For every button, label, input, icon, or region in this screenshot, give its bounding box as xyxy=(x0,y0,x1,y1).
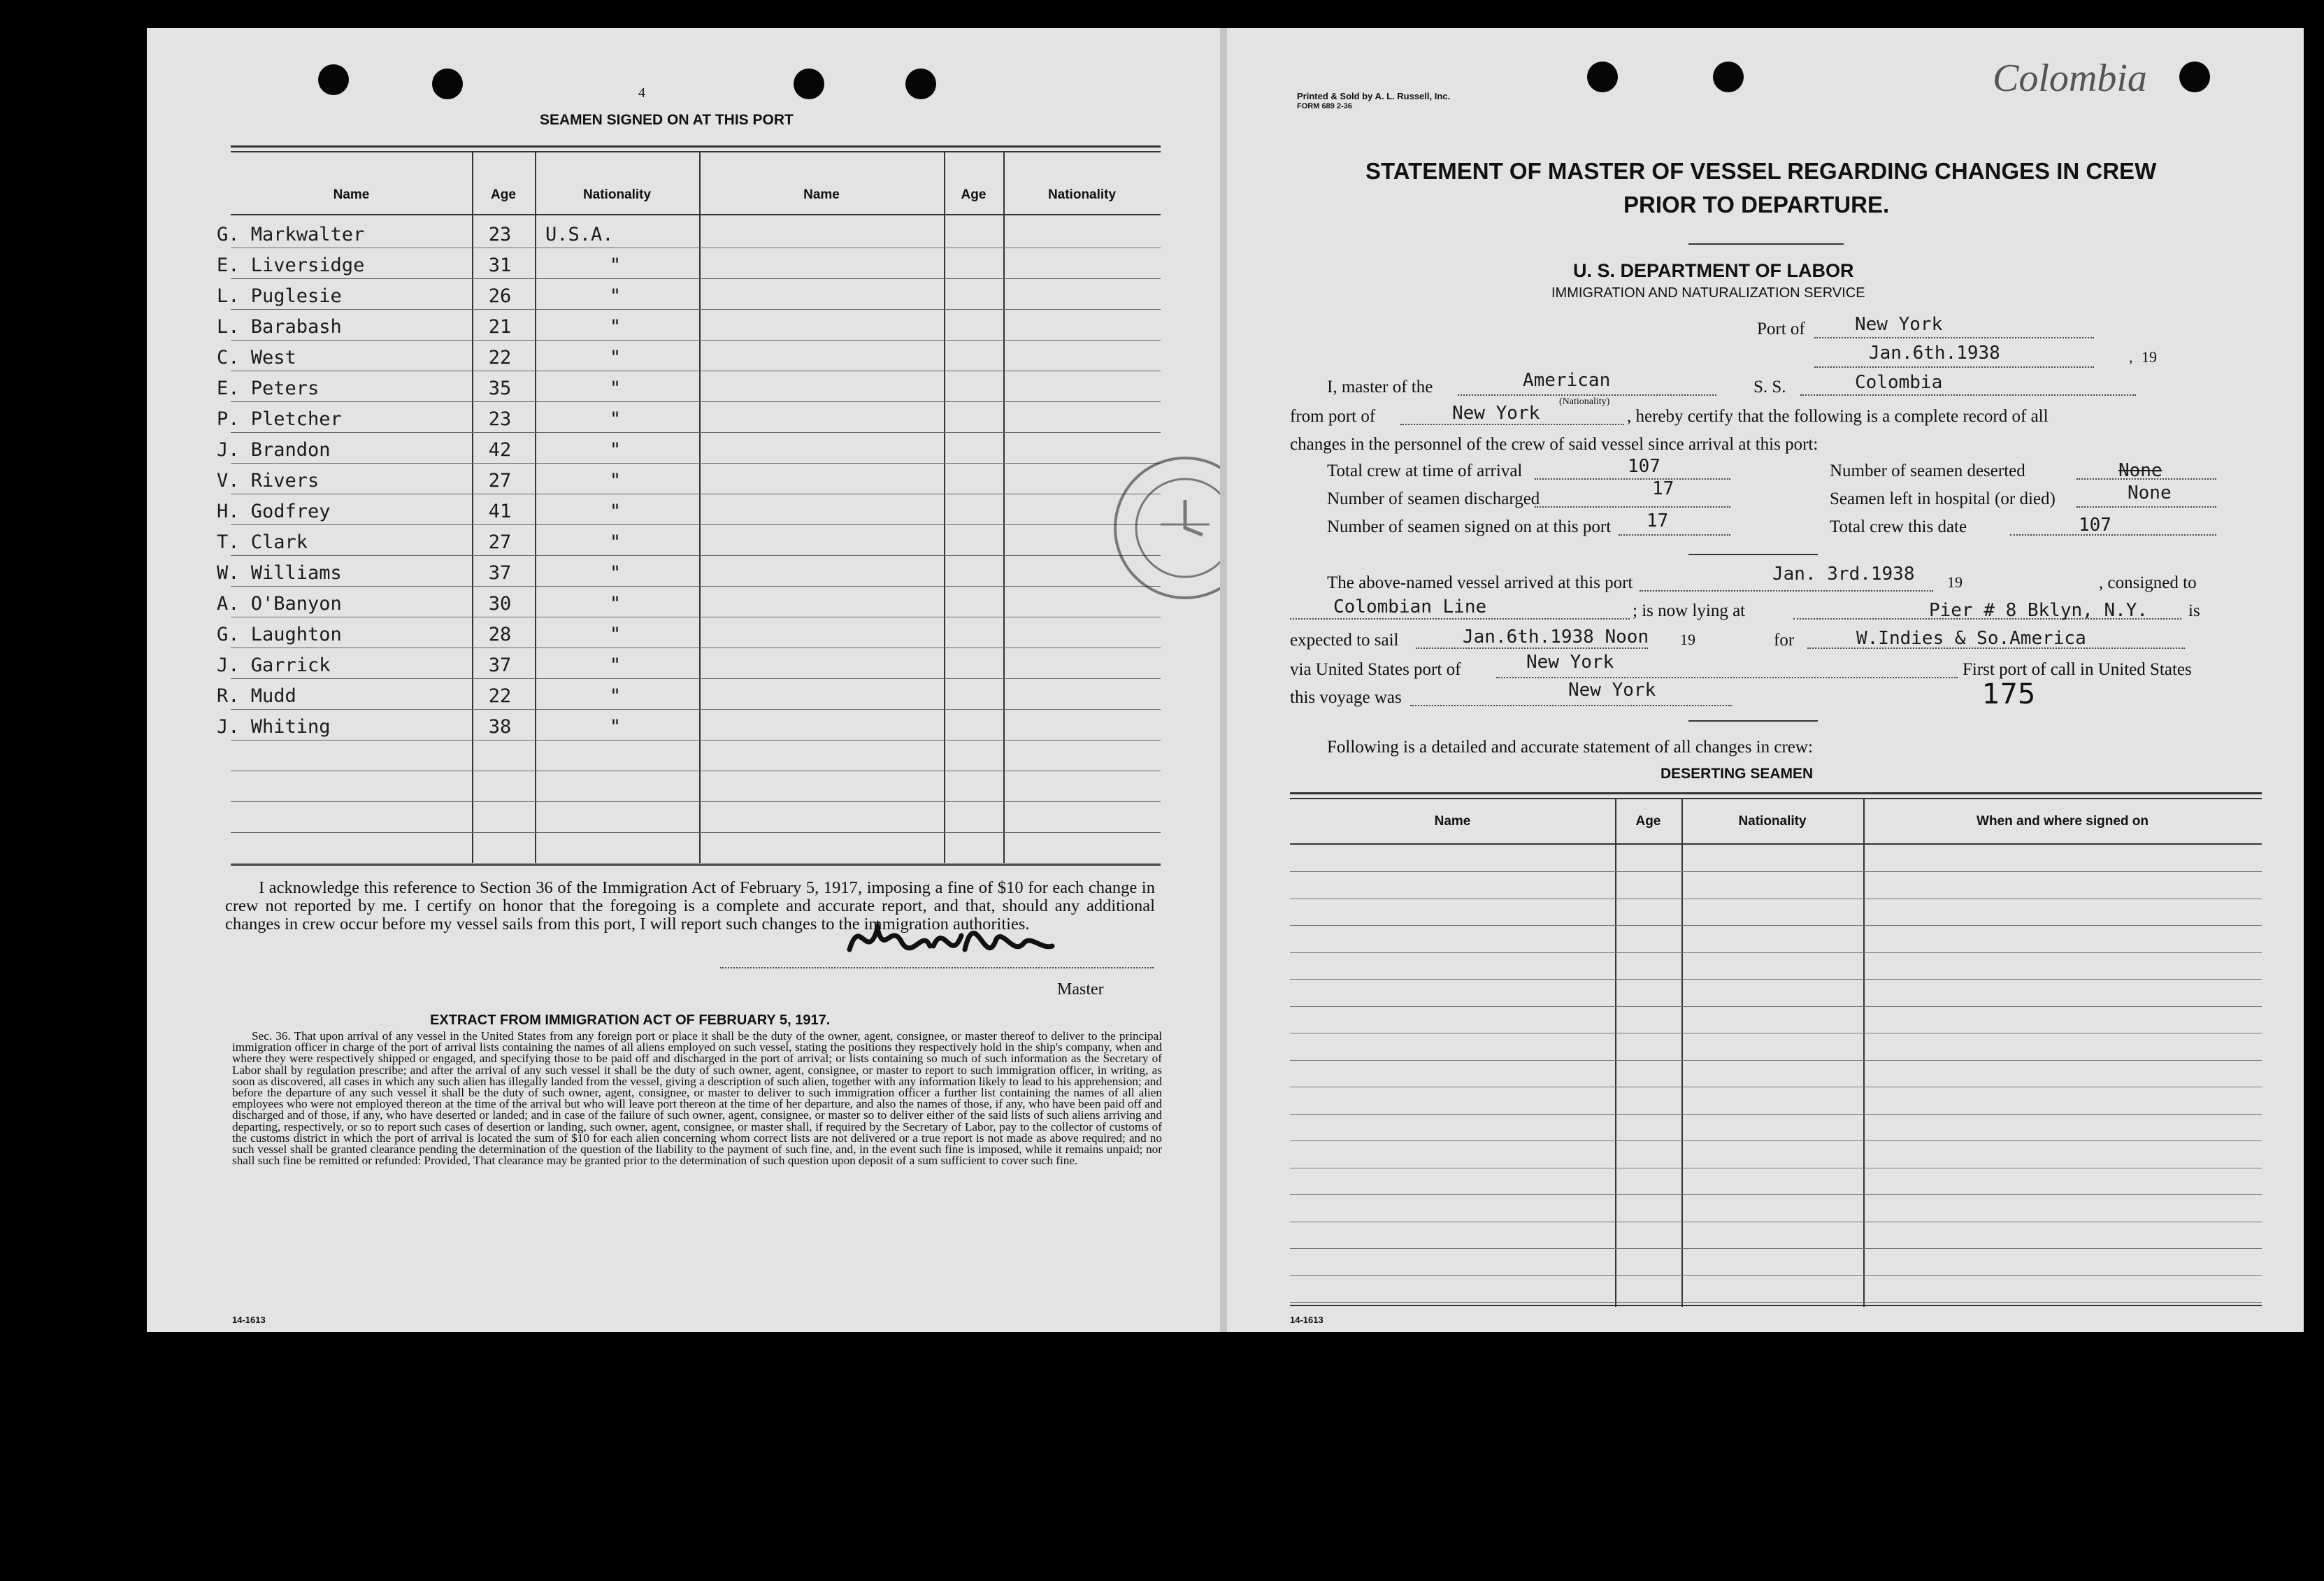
signed-on-label: Number of seamen signed on at this port xyxy=(1327,517,1612,536)
seaman-age: 35 xyxy=(488,378,512,399)
col-age: Age xyxy=(961,187,987,202)
via-value: New York xyxy=(1526,652,1614,673)
seaman-nationality: " xyxy=(609,685,622,707)
form-number: 14-1613 xyxy=(232,1315,266,1325)
col-name: Name xyxy=(333,187,370,202)
master-signature xyxy=(846,908,1056,971)
seaman-name: A. O'Banyon xyxy=(217,593,342,615)
arrived-label: The above-named vessel arrived at this port xyxy=(1327,573,1633,592)
seaman-name: J. Garrick xyxy=(217,654,331,676)
from-port-label: from port of xyxy=(1290,407,1376,426)
seaman-nationality: " xyxy=(609,439,622,461)
port-label: Port of xyxy=(1757,320,1805,338)
lying-suffix: is xyxy=(2188,601,2200,620)
date-suffix: 19 xyxy=(2142,348,2157,366)
col-name: Name xyxy=(803,187,840,202)
seaman-nationality: " xyxy=(609,501,622,522)
seaman-name: J. Whiting xyxy=(217,716,331,738)
seaman-name: E. Liversidge xyxy=(217,255,365,276)
date-value: Jan.6th.1938 xyxy=(1869,343,2000,364)
hospital-value: None xyxy=(2128,482,2172,503)
certify-text: , hereby certify that the following is a complete record of all xyxy=(1627,407,2049,426)
desert-col-name: Name xyxy=(1434,814,1471,829)
extract-text: Sec. 36. That upon arrival of any vessel in the United States from any foreign port or place it shall be the duty of the owner, agent, consignee, or master thereof to deliver to the principal immigration officer in charge of the port of arrival lists containing the names of all aliens employed on such vessel, stating the positions they respectively hold in the ship's company, when and where they were respectively shipped or engaged, and specifying those to be paid off and discharged in the port of arrival; or lists containing so much of such information as the Secretary of Labor shall by regulation prescribe; and after the arrival of any such vessel it shall be the duty of such owner, agent, consignee, or master to report to such immigration officer, in writing, as soon as discovered, all cases in which any such alien has illegally landed from the vessel, giving a description of such alien, together with any information likely to lead to his apprehension; and before the departure of any such vessel it shall be the duty of such owner, agent, consignee, or master to deliver to such immigration officer a further list containing the names of all alien employees who were not employed thereon at the time of the arrival but who will leave port thereon at the time of her departure, and also the names of those, if any, who have been paid off and discharged and of those, if any, who have deserted or landed; and in case of the failure of such owner, agent, consignee, or master so to deliver either of the said lists of such aliens arriving and departing, respectively, or so to report such cases of desertion or landing, such owner, agent, consignee, or master shall, if required by the Secretary of Labor, pay to the collector of customs of the customs district in which the port of arrival is located the sum of $10 for each alien concerning whom correct lists are not delivered or a true report is not made as above required; and no such vessel shall be granted clearance pending the determination of the question of the liability to the payment of such fine, and, in the event such fine is imposed, while it remains unpaid; nor shall such fine be remitted or refunded: Provided, That clearance may be granted prior to the determination of such question upon deposit of a sum sufficient to cover such fine. xyxy=(232,1029,1162,1168)
seaman-name: V. Rivers xyxy=(217,470,320,492)
destination-value: W.Indies & So.America xyxy=(1856,628,2086,649)
nationality-caption: (Nationality) xyxy=(1559,396,1610,407)
seaman-age: 23 xyxy=(488,408,512,430)
seaman-nationality: " xyxy=(609,470,622,492)
seaman-nationality: " xyxy=(609,378,622,399)
voyage-number: 175 xyxy=(1982,678,2036,710)
sail-value: Jan.6th.1938 Noon xyxy=(1463,627,1649,648)
port-value: New York xyxy=(1855,314,1943,335)
seaman-age: 22 xyxy=(488,347,512,369)
for-label: for xyxy=(1774,631,1795,650)
department-label: U. S. DEPARTMENT OF LABOR xyxy=(1573,260,1854,281)
col-nationality: Nationality xyxy=(1047,187,1117,202)
service-label: IMMIGRATION AND NATURALIZATION SERVICE xyxy=(1551,285,1865,301)
seaman-name: E. Peters xyxy=(217,378,320,399)
form-code: FORM 689 2-36 xyxy=(1297,102,1352,110)
hospital-label: Seamen left in hospital (or died) xyxy=(1830,489,2056,508)
desert-col-when-where: When and where signed on xyxy=(1977,814,2149,829)
seaman-nationality: " xyxy=(609,593,622,615)
seaman-nationality: " xyxy=(609,624,622,645)
handwritten-note: Colombia xyxy=(1993,57,2147,100)
discharged-label: Number of seamen discharged xyxy=(1327,489,1540,508)
seaman-age: 28 xyxy=(488,624,512,645)
following-text: Following is a detailed and accurate statement of all changes in crew: xyxy=(1327,738,1813,757)
right-page: Printed & Sold by A. L. Russell, Inc. FORM 689 2-36 Colombia STATEMENT OF MASTER OF VESSEL REGARDING CHANGES IN CREW PRIOR TO DEPARTURE. U. S. DEPARTMENT OF LABOR IMMIGRATION AND NATURALIZATION SERVICE Port of New York Jan.6th.1938 19 , I, master of the American S. S. Colombia from port of New York (Nationality) , hereby certify that the following is a complete record of all changes in the personnel of the crew of said vessel since arrival at this port: Total crew at time of arrival 107 Number of seamen deserted None Number of seamen discharged 17 Seamen left in hospital (or died) None Number of seamen signed on at this port 17 Total crew this date 107 The above-named vessel arrived at this port Jan. 3rd.1938 19 , consigned to Colombian Line ; is now lying at Pier # 8 Bklyn, N.Y. is expected to sail Jan.6th.1938 Noon 19 for W.Indies & So.America via United States port of New York First port of call in United States this voyage was New York 175 Following is a detailed and accurate statement of all changes in crew: DESERTING SEAMEN Name Age Nationality When and where signed on 14-1613 xyxy=(1227,28,2304,1332)
master-of-label: I, master of the xyxy=(1327,378,1433,396)
deserted-label: Number of seamen deserted xyxy=(1830,462,2025,480)
first-port-label: First port of call in United States xyxy=(1963,660,2192,679)
seaman-name: G. Laughton xyxy=(217,624,342,645)
seaman-age: 37 xyxy=(488,562,512,584)
seaman-name: P. Pletcher xyxy=(217,408,342,430)
lying-label: ; is now lying at xyxy=(1633,601,1746,620)
deserted-value: None xyxy=(2118,460,2162,481)
seaman-nationality: U.S.A. xyxy=(545,224,614,245)
sail-label: expected to sail xyxy=(1290,631,1399,650)
seaman-age: 21 xyxy=(488,316,512,338)
col-age: Age xyxy=(491,187,516,202)
desert-col-age: Age xyxy=(1635,814,1661,829)
seaman-nationality: " xyxy=(609,316,622,338)
certify-text-2: changes in the personnel of the crew of said vessel since arrival at this port: xyxy=(1290,435,1819,454)
seaman-age: 23 xyxy=(488,224,512,245)
printer-line: Printed & Sold by A. L. Russell, Inc. xyxy=(1297,91,1451,101)
seaman-name: G. Markwalter xyxy=(217,224,365,245)
seaman-age: 22 xyxy=(488,685,512,707)
seaman-nationality: " xyxy=(609,255,622,276)
seaman-nationality: " xyxy=(609,531,622,553)
seaman-nationality: " xyxy=(609,347,622,369)
seaman-name: L. Puglesie xyxy=(217,285,342,307)
seaman-name: R. Mudd xyxy=(217,685,296,707)
seaman-age: 27 xyxy=(488,470,512,492)
seaman-age: 37 xyxy=(488,654,512,676)
col-nationality: Nationality xyxy=(582,187,652,202)
ship-name-value: Colombia xyxy=(1855,372,1943,393)
sail-suffix: 19 xyxy=(1680,631,1695,648)
seaman-age: 41 xyxy=(488,501,512,522)
form-title-line1: STATEMENT OF MASTER OF VESSEL REGARDING CHANGES IN CREW xyxy=(1365,158,2157,184)
seaman-name: J. Brandon xyxy=(217,439,331,461)
consignee-value: Colombian Line xyxy=(1333,596,1487,617)
ss-label: S. S. xyxy=(1753,378,1786,396)
voyage-value: New York xyxy=(1568,680,1656,701)
seaman-nationality: " xyxy=(609,285,622,307)
seaman-age: 27 xyxy=(488,531,512,553)
from-port-value: New York xyxy=(1452,403,1540,424)
seaman-name: L. Barabash xyxy=(217,316,342,338)
total-crew-date-value: 107 xyxy=(2079,515,2111,536)
nationality-value: American xyxy=(1523,370,1611,391)
seaman-age: 38 xyxy=(488,716,512,738)
seaman-age: 30 xyxy=(488,593,512,615)
seaman-nationality: " xyxy=(609,716,622,738)
master-label: Master xyxy=(1057,980,1104,999)
section-title: SEAMEN SIGNED ON AT THIS PORT xyxy=(540,112,794,128)
total-crew-arrival-value: 107 xyxy=(1628,456,1660,477)
punch-hole xyxy=(794,69,824,99)
form-number-right: 14-1613 xyxy=(1290,1315,1324,1325)
extract-title: EXTRACT FROM IMMIGRATION ACT OF FEBRUARY 5, 1917. xyxy=(430,1013,831,1028)
signed-on-value: 17 xyxy=(1647,510,1669,531)
acknowledgement-text: I acknowledge this reference to Section 36 of the Immigration Act of February 5, 1917, imposing a fine of $10 for each change in crew not reported by me. I certify on honor that the foregoing is a complete and accurate report, and that, should any additional changes in crew occur before my vessel sails from this port, I will report such changes to the immigration authorities. xyxy=(225,878,1155,933)
punch-hole xyxy=(1587,62,1618,92)
punch-hole xyxy=(2179,62,2210,92)
seaman-nationality: " xyxy=(609,654,622,676)
seaman-nationality: " xyxy=(609,562,622,584)
punch-hole xyxy=(905,69,936,99)
seaman-name: W. Williams xyxy=(217,562,342,584)
consigned-label: , consigned to xyxy=(2099,573,2197,592)
seaman-nationality: " xyxy=(609,408,622,430)
arrived-value: Jan. 3rd.1938 xyxy=(1772,564,1915,585)
deserting-title: DESERTING SEAMEN xyxy=(1660,766,1814,782)
via-label: via United States port of xyxy=(1290,660,1461,679)
seaman-name: H. Godfrey xyxy=(217,501,331,522)
seaman-name: C. West xyxy=(217,347,296,369)
punch-hole xyxy=(1713,62,1744,92)
left-page xyxy=(147,28,1220,1332)
page-number: 4 xyxy=(638,85,645,101)
total-crew-date-label: Total crew this date xyxy=(1830,517,1967,536)
lying-value: Pier # 8 Bklyn, N.Y. xyxy=(1929,600,2149,621)
voyage-label: this voyage was xyxy=(1290,688,1402,707)
seaman-name: T. Clark xyxy=(217,531,308,553)
punch-hole xyxy=(318,64,349,95)
seaman-age: 31 xyxy=(488,255,512,276)
seaman-age: 42 xyxy=(488,439,512,461)
arrived-suffix: 19 xyxy=(1947,573,1963,591)
total-crew-arrival-label: Total crew at time of arrival xyxy=(1327,462,1523,480)
desert-col-nationality: Nationality xyxy=(1738,814,1807,829)
form-title-line2: PRIOR TO DEPARTURE. xyxy=(1623,192,1890,217)
seal-stamp xyxy=(1105,448,1220,608)
punch-hole xyxy=(432,69,463,99)
discharged-value: 17 xyxy=(1652,478,1674,499)
seaman-age: 26 xyxy=(488,285,512,307)
